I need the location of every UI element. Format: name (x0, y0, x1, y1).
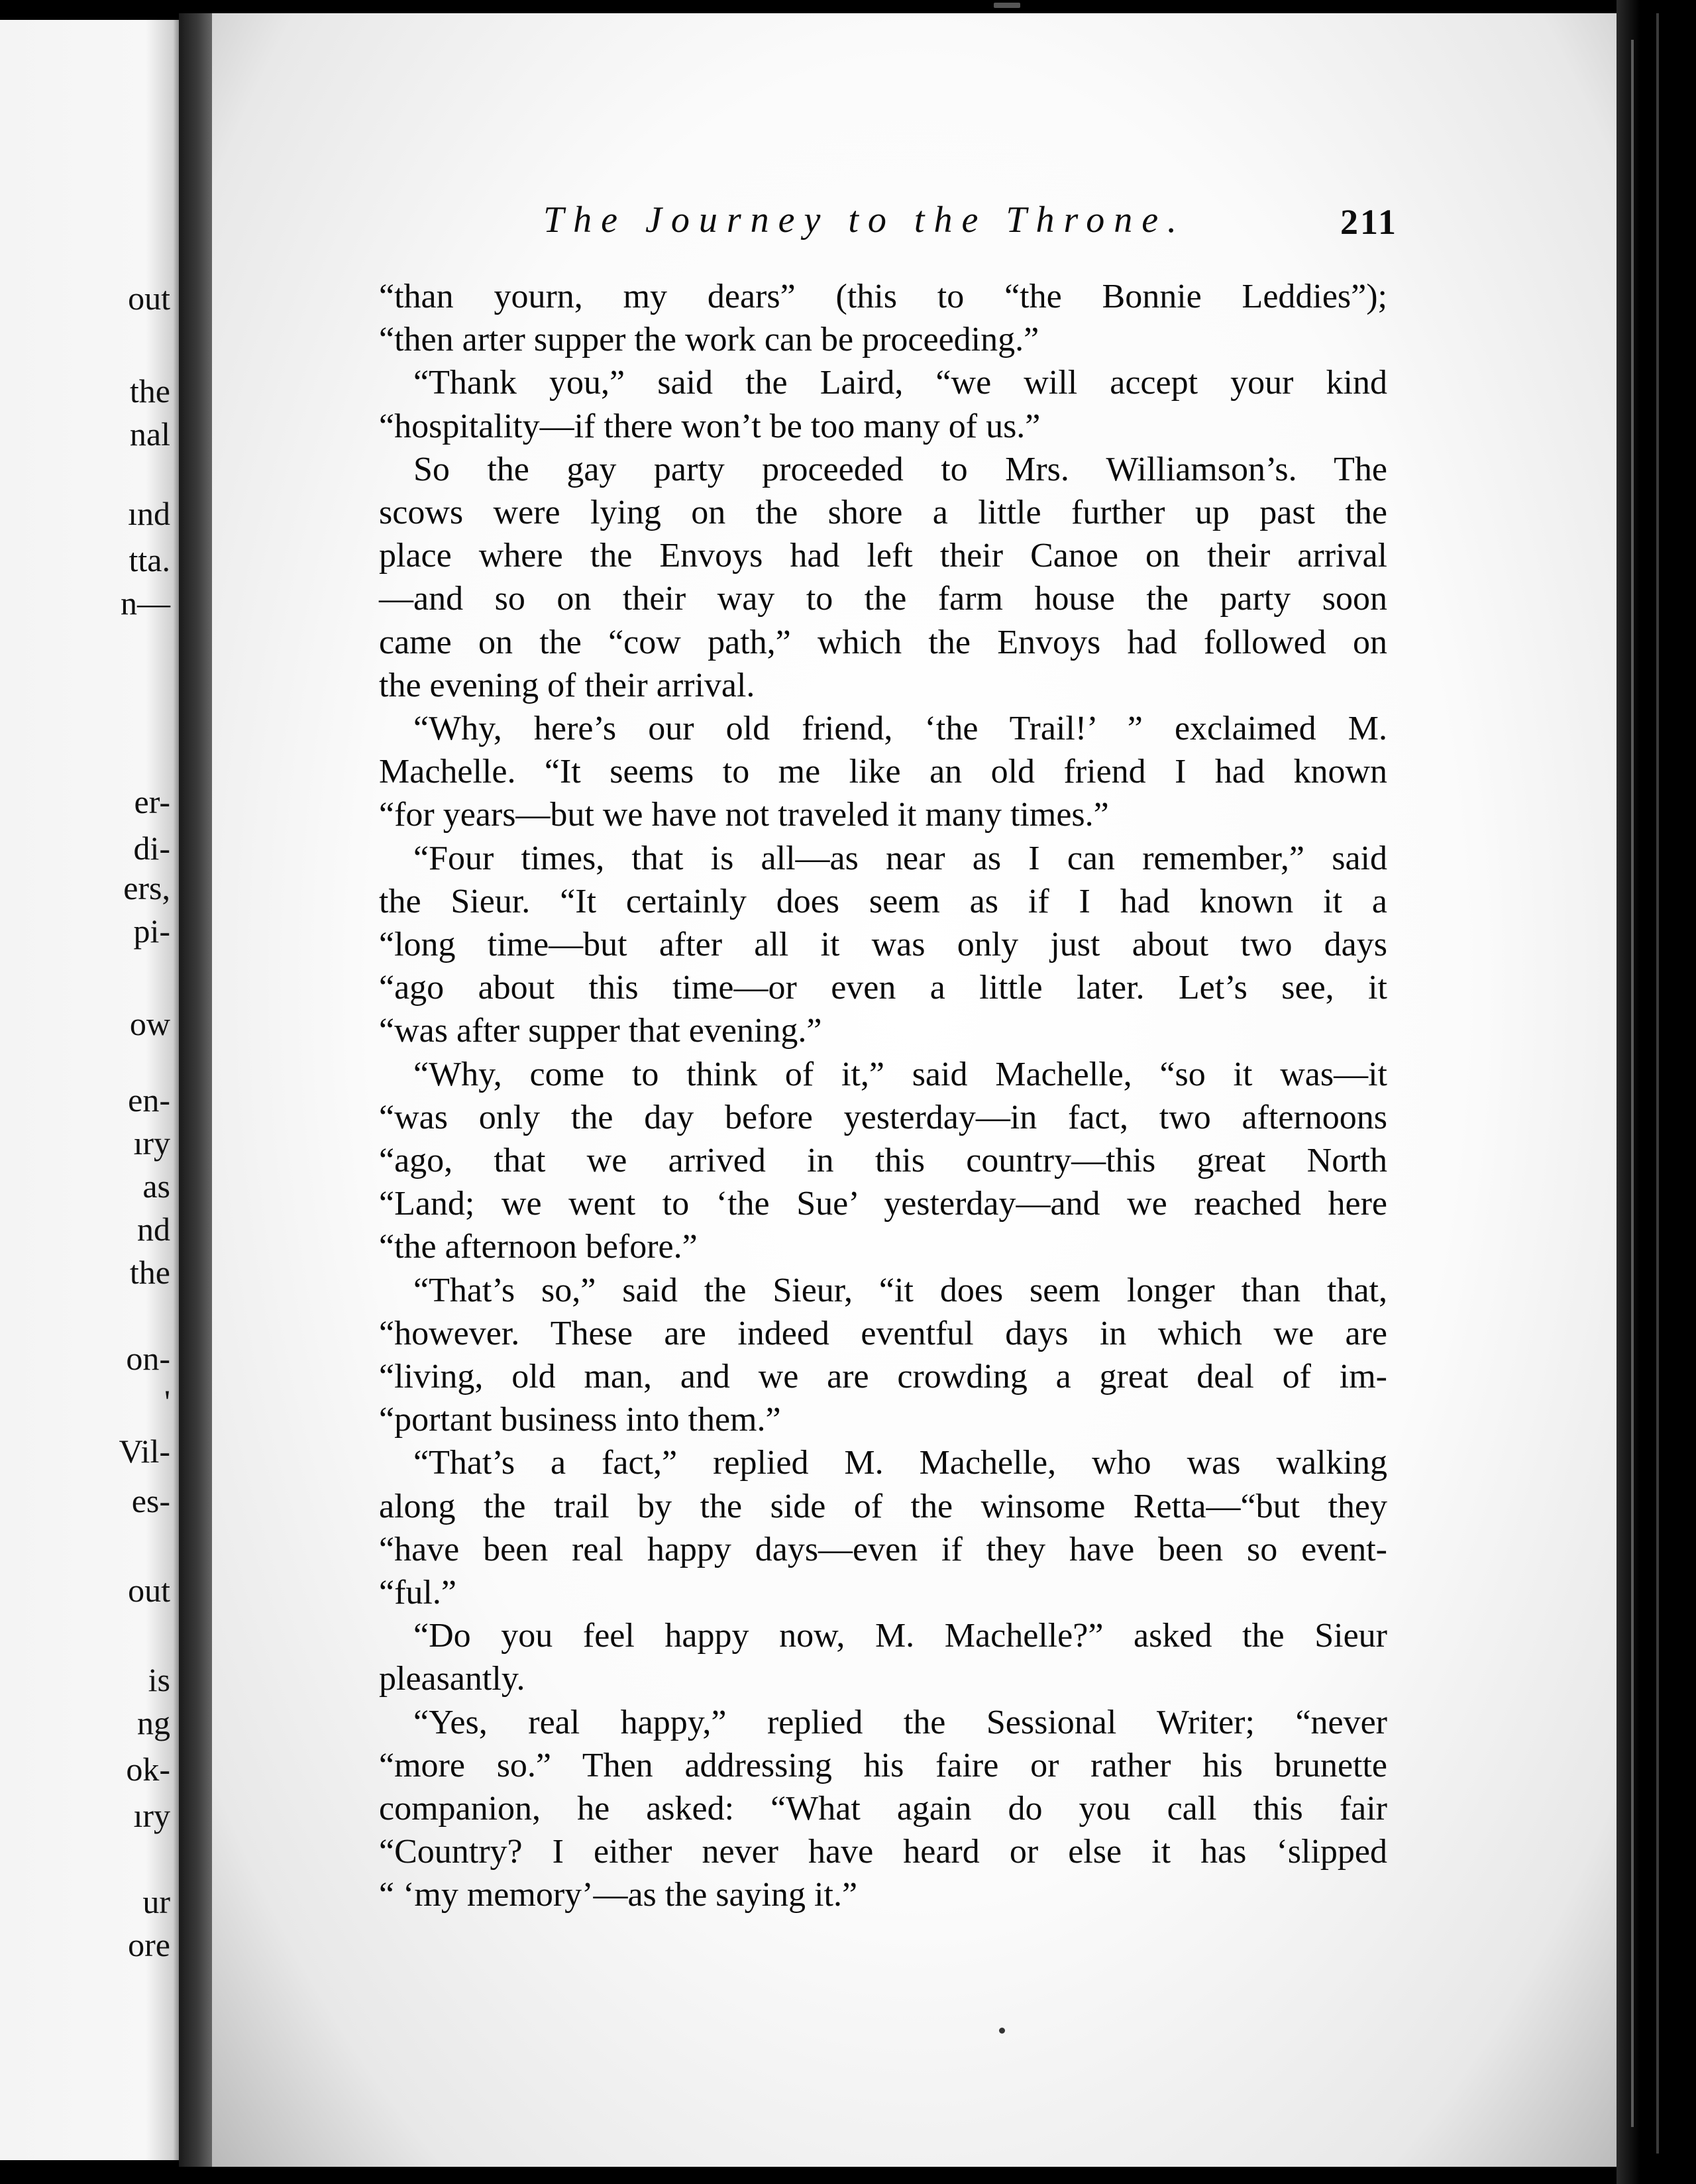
page-edge-line (1656, 13, 1659, 2154)
facing-page-fragment: n— (121, 584, 170, 622)
facing-page-left (0, 20, 182, 2160)
text-line: “have been real happy days—even if they have been so event- (379, 1530, 1387, 1568)
text-line: place where the Envoys had left their Canoe on their arrival (379, 537, 1387, 575)
facing-page-fragment: out (128, 280, 170, 317)
facing-page-fragment: ıry (133, 1124, 170, 1162)
facing-page-fragment: ng (137, 1704, 170, 1741)
running-title: The Journey to the Throne. (543, 199, 1187, 241)
facing-page-fragment: es- (131, 1482, 170, 1519)
facing-page-fragment: ur (142, 1883, 170, 1920)
facing-page-fragment: ınd (128, 495, 170, 532)
text-line: “Country? I either never have heard or else it has ‘slipped (379, 1833, 1387, 1871)
facing-page-fragment: nal (129, 415, 170, 453)
running-header (543, 199, 1398, 252)
text-line: “long time—but after all it was only just about two days (379, 926, 1387, 963)
page-edge-line (1631, 40, 1634, 2127)
text-line: “more so.” Then addressing his faire or rather his brunette (379, 1746, 1387, 1784)
text-line: “then arter supper the work can be proceeding.” (379, 321, 1039, 359)
text-line: “the afternoon before.” (379, 1228, 698, 1266)
text-line: “however. These are indeed eventful days in which we are (379, 1314, 1387, 1352)
text-line: “Thank you,” said the Laird, “we will accept your kind (413, 364, 1387, 402)
text-line: the Sieur. “It certainly does seem as if I had known it a (379, 882, 1387, 920)
text-line: “That’s a fact,” replied M. Machelle, who was walking (413, 1444, 1387, 1482)
text-line: “Land; we went to ‘the Sue’ yesterday—and we reached here (379, 1185, 1387, 1223)
facing-page-fragment: ' (164, 1383, 170, 1420)
text-line: “Why, come to think of it,” said Machelle, “so it was—it (413, 1055, 1387, 1093)
facing-page-fragment: di- (133, 830, 170, 867)
text-line: “hospitality—if there won’t be too many of us.” (379, 407, 1041, 445)
text-line: So the gay party proceeded to Mrs. Williamson’s. The (413, 450, 1387, 488)
text-line: “was after supper that evening.” (379, 1012, 822, 1050)
text-line: companion, he asked: “What again do you call this fair (379, 1790, 1387, 1828)
facing-page-fragment: pi- (133, 912, 170, 950)
text-line: “Do you feel happy now, M. Machelle?” asked the Sieur (413, 1617, 1387, 1655)
facing-page-fragment: Vil- (119, 1433, 170, 1470)
facing-page-fragment: on- (126, 1340, 170, 1377)
facing-page-fragment: the (129, 1254, 170, 1291)
text-line: “for years—but we have not traveled it many times.” (379, 796, 1109, 834)
text-line: “than yourn, my dears” (this to “the Bonnie Leddies”); (379, 278, 1387, 315)
text-line: scows were lying on the shore a little further up past the (379, 494, 1387, 531)
text-line: “Why, here’s our old friend, ‘the Trail!’ ” exclaimed M. (413, 710, 1387, 747)
facing-page-fragment: tta. (129, 541, 170, 578)
page-number: 211 (1340, 202, 1398, 242)
facing-page-fragment: en- (128, 1081, 170, 1119)
facing-page-fragment: ıry (133, 1797, 170, 1834)
text-line: Machelle. “It seems to me like an old friend I had known (379, 753, 1387, 791)
facing-page-fragment: nd (137, 1211, 170, 1248)
text-line: “ago about this time—or even a little later. Let’s see, it (379, 969, 1387, 1007)
facing-page-fragment: er- (134, 783, 170, 820)
text-line: “ ‘my memory’—as the saying it.” (379, 1876, 858, 1914)
page-edge-right (1616, 0, 1696, 2184)
text-line: “Four times, that is all—as near as I can remember,” said (413, 839, 1387, 877)
facing-page-fragment: ers, (123, 869, 170, 906)
facing-page-fragment: is (148, 1661, 170, 1698)
text-line: “ful.” (379, 1574, 456, 1611)
scan-speck (994, 3, 1020, 8)
facing-page-fragment: ok- (126, 1751, 170, 1788)
text-line: “Yes, real happy,” replied the Sessional Writer; “never (413, 1703, 1387, 1741)
facing-page-fragment: ow (129, 1005, 170, 1042)
text-line: pleasantly. (379, 1660, 525, 1698)
text-line: along the trail by the side of the winsome Retta—“but they (379, 1487, 1387, 1525)
text-line: “living, old man, and we are crowding a great deal of im- (379, 1358, 1387, 1395)
facing-page-fragment: out (128, 1572, 170, 1609)
text-line: “was only the day before yesterday—in fact, two afternoons (379, 1098, 1387, 1136)
text-line: the evening of their arrival. (379, 666, 755, 704)
text-line: “ago, that we arrived in this country—this great North (379, 1142, 1387, 1179)
scan-speck (999, 2028, 1005, 2034)
facing-page-fragment: the (129, 372, 170, 410)
text-line: “portant business into them.” (379, 1401, 781, 1439)
text-line: —and so on their way to the farm house the party soon (379, 580, 1387, 618)
facing-page-fragment: as (142, 1168, 170, 1205)
text-line: came on the “cow path,” which the Envoys had followed on (379, 623, 1387, 661)
text-line: “That’s so,” said the Sieur, “it does seem longer than that, (413, 1271, 1387, 1309)
facing-page-fragment: ore (128, 1926, 170, 1963)
